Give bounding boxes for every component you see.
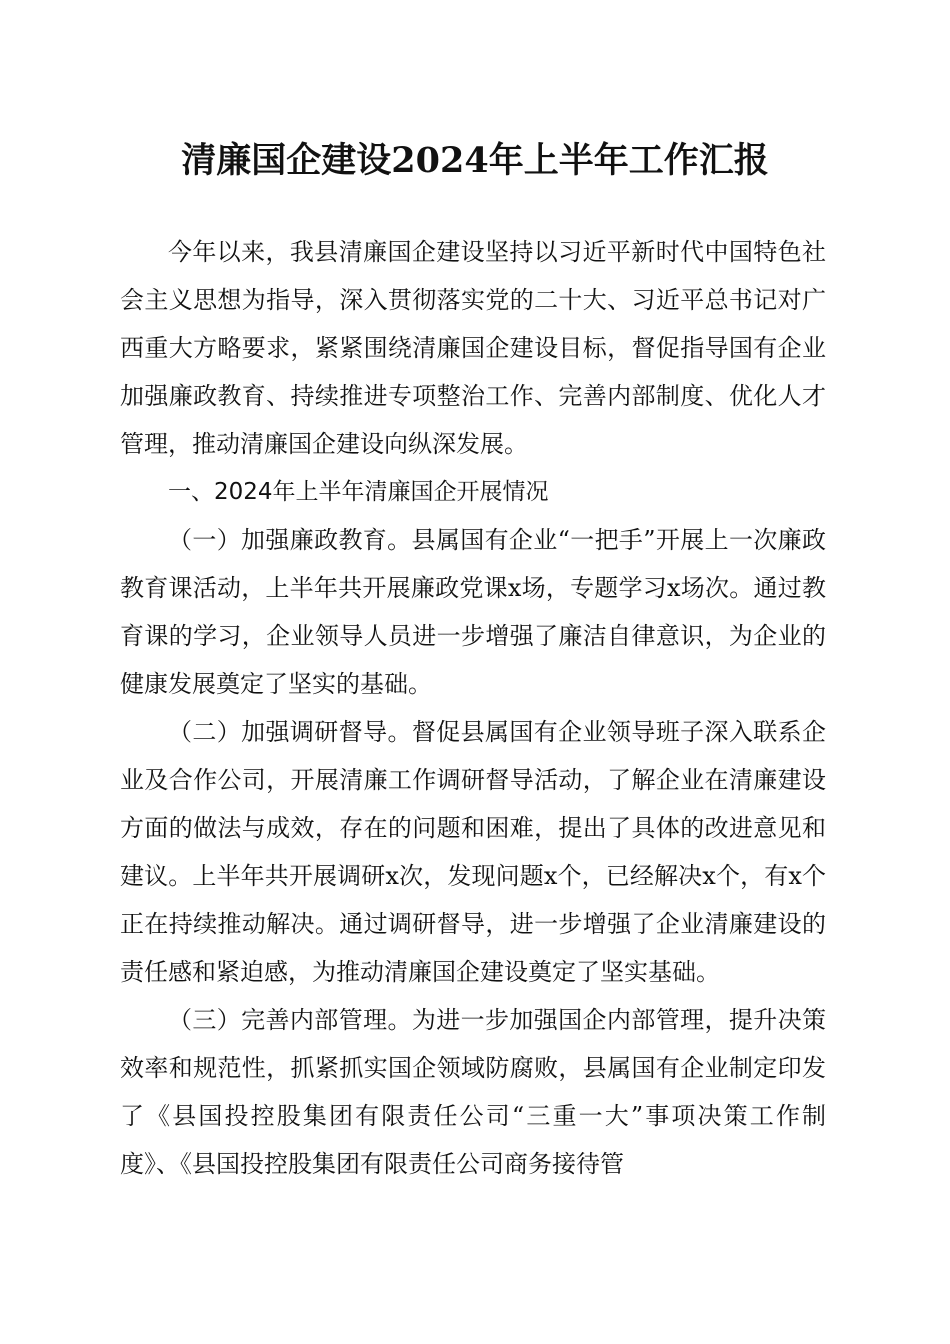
item-label-3: （三）完善内部管理。	[168, 1006, 412, 1034]
section-heading-1: 一、2024年上半年清廉国企开展情况	[168, 479, 549, 505]
document-body	[120, 228, 826, 1188]
item-paragraph-1	[120, 516, 826, 708]
item-label-1: （一）加强廉政教育。	[168, 526, 412, 554]
item-label-2: （二）加强调研督导。	[168, 718, 412, 746]
item-text-2: 督促县属国有企业领导班子深入联系企业及合作公司，开展清廉工作调研督导活动，了解企业在清廉建设方面的做法与成效，存在的问题和困难，提出了具体的改进意见和建议。上半年共开展调研x次，发现问题x个，已经解决x个，有x个正在持续推动解决。通过调研督导，进一步增强了企业清廉建设的责任感和紧迫感，为推动清廉国企建设奠定了坚实基础。	[120, 718, 827, 986]
item-text-3: 为进一步加强国企内部管理，提升决策效率和规范性，抓紧抓实国企领域防腐败，县属国有企业制定印发了《县国投控股集团有限责任公司“三重一大”事项决策工作制度》、《县国投控股集团有限责任公司商务接待管	[120, 1006, 827, 1178]
item-paragraph-3	[120, 996, 826, 1188]
document-title: 清廉国企建设2024年上半年工作汇报	[181, 140, 769, 181]
item-paragraph-2	[120, 708, 826, 996]
intro-paragraph: 今年以来，我县清廉国企建设坚持以习近平新时代中国特色社会主义思想为指导，深入贯彻落实党的二十大、习近平总书记对广西重大方略要求，紧紧围绕清廉国企建设目标，督促指导国有企业加强廉政教育、持续推进专项整治工作、完善内部制度、优化人才管理，推动清廉国企建设向纵深发展。	[120, 238, 826, 458]
item-text-1: 县属国有企业“一把手”开展上一次廉政教育课活动，上半年共开展廉政党课x场，专题学习x场次。通过教育课的学习，企业领导人员进一步增强了廉洁自律意识，为企业的健康发展奠定了坚实的基础。	[120, 526, 827, 698]
